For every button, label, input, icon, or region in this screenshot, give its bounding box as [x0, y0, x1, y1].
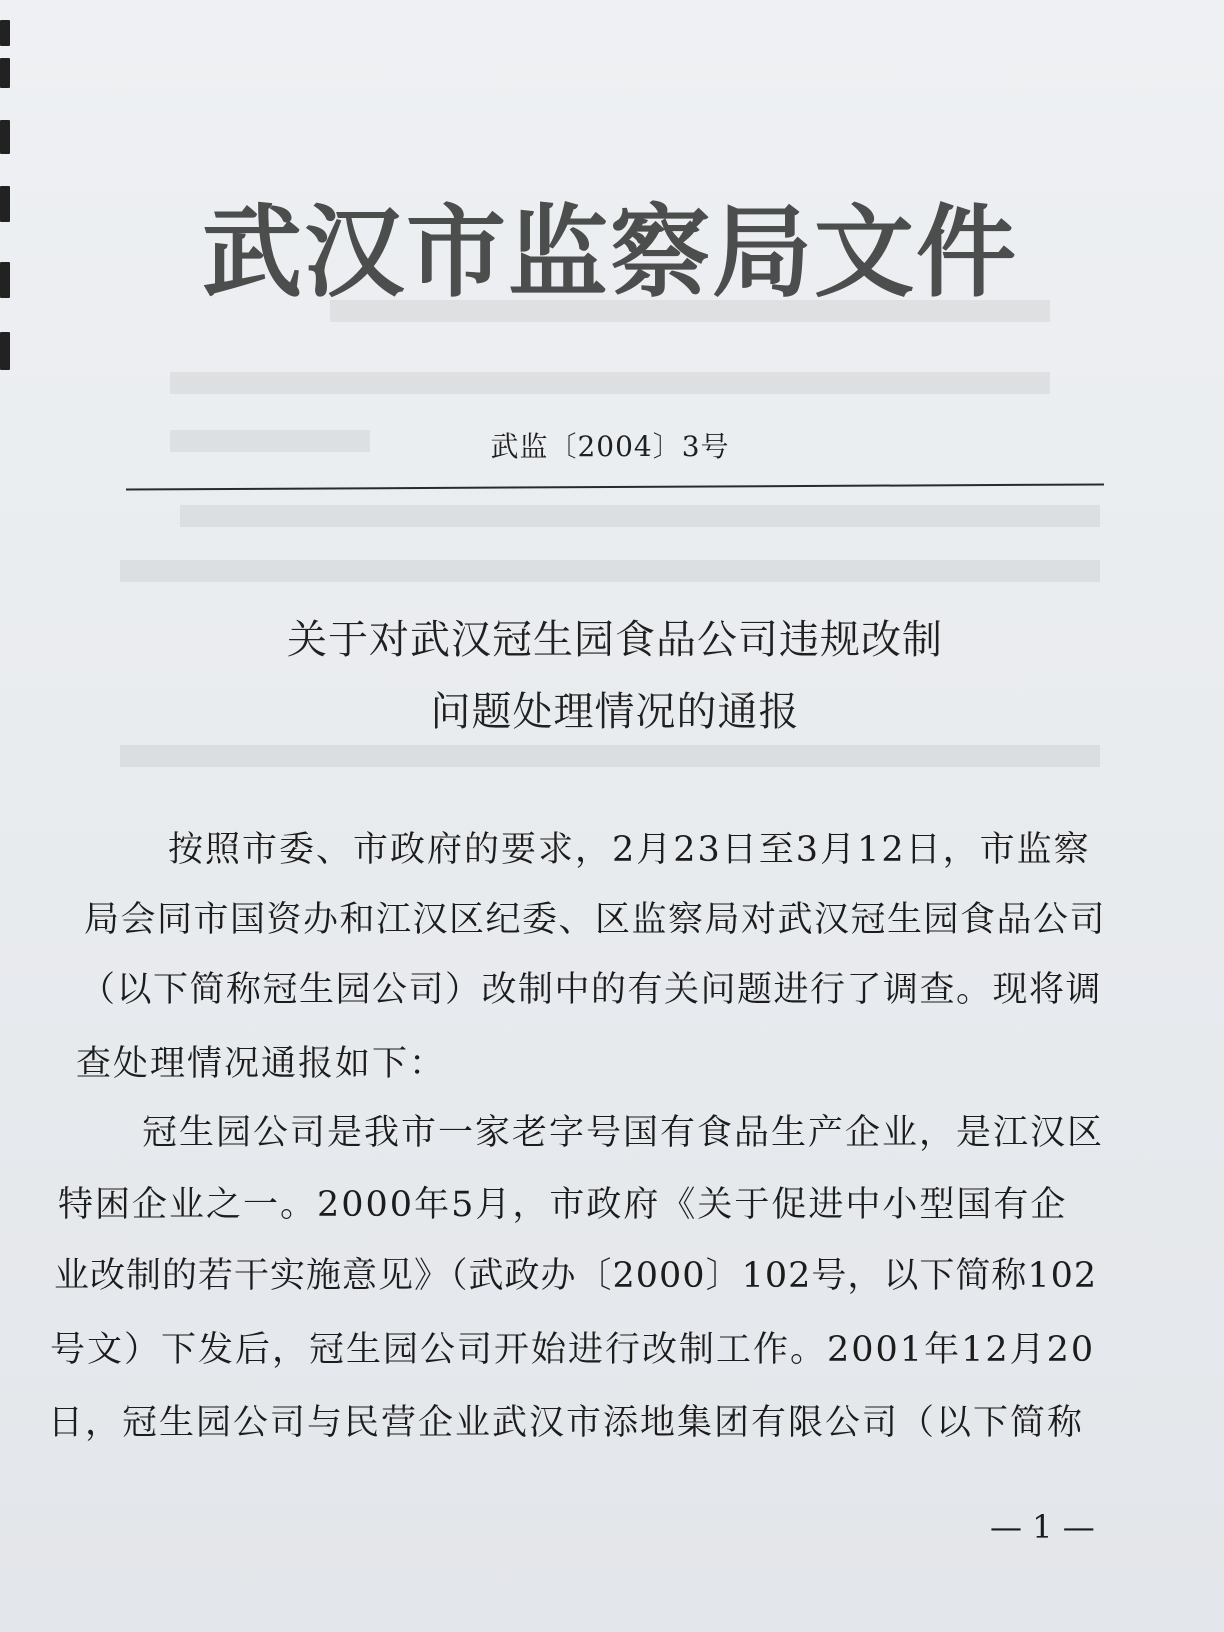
- body-line: 查处理情况通报如下：: [76, 1044, 447, 1084]
- document-number: 武监〔2004〕3号: [490, 430, 730, 463]
- page-number: — 1 —: [990, 1508, 1095, 1546]
- issuer-title: 武汉市监察局文件: [202, 194, 1018, 311]
- subject-line-1: 关于对武汉冠生园食品公司违规改制: [287, 617, 943, 663]
- binding-hole: [0, 20, 10, 46]
- body-line: 号文）下发后，冠生园公司开始进行改制工作。2001年12月20: [50, 1330, 1096, 1370]
- body-line: 局会同市国资办和江汉区纪委、区监察局对武汉冠生园食品公司: [84, 900, 1107, 940]
- body-line: 业改制的若干实施意见》（武政办〔2000〕102号，以下简称102: [54, 1256, 1098, 1296]
- bleed-through-mark: [170, 372, 1050, 394]
- header-divider: [126, 483, 1104, 490]
- body-line: 特困企业之一。2000年5月，市政府《关于促进中小型国有企: [58, 1185, 1068, 1225]
- binding-hole: [0, 186, 10, 222]
- subject-line-2: 问题处理情况的通报: [430, 689, 800, 735]
- bleed-through-mark: [170, 430, 370, 452]
- bleed-through-mark: [180, 505, 1100, 527]
- binding-hole: [0, 262, 10, 298]
- binding-hole: [0, 120, 10, 154]
- body-line: （以下简称冠生园公司）改制中的有关问题进行了调查。现将调: [80, 970, 1103, 1010]
- bleed-through-mark: [120, 745, 1100, 767]
- body-line: 日，冠生园公司与民营企业武汉市添地集团有限公司（以下简称: [48, 1403, 1085, 1443]
- body-line: 按照市委、市政府的要求，2月23日至3月12日，市监察: [168, 830, 1091, 870]
- body-line: 冠生园公司是我市一家老字号国有食品生产企业，是江汉区: [142, 1113, 1105, 1153]
- bleed-through-mark: [120, 560, 1100, 582]
- binding-hole: [0, 58, 10, 88]
- binding-hole: [0, 332, 10, 370]
